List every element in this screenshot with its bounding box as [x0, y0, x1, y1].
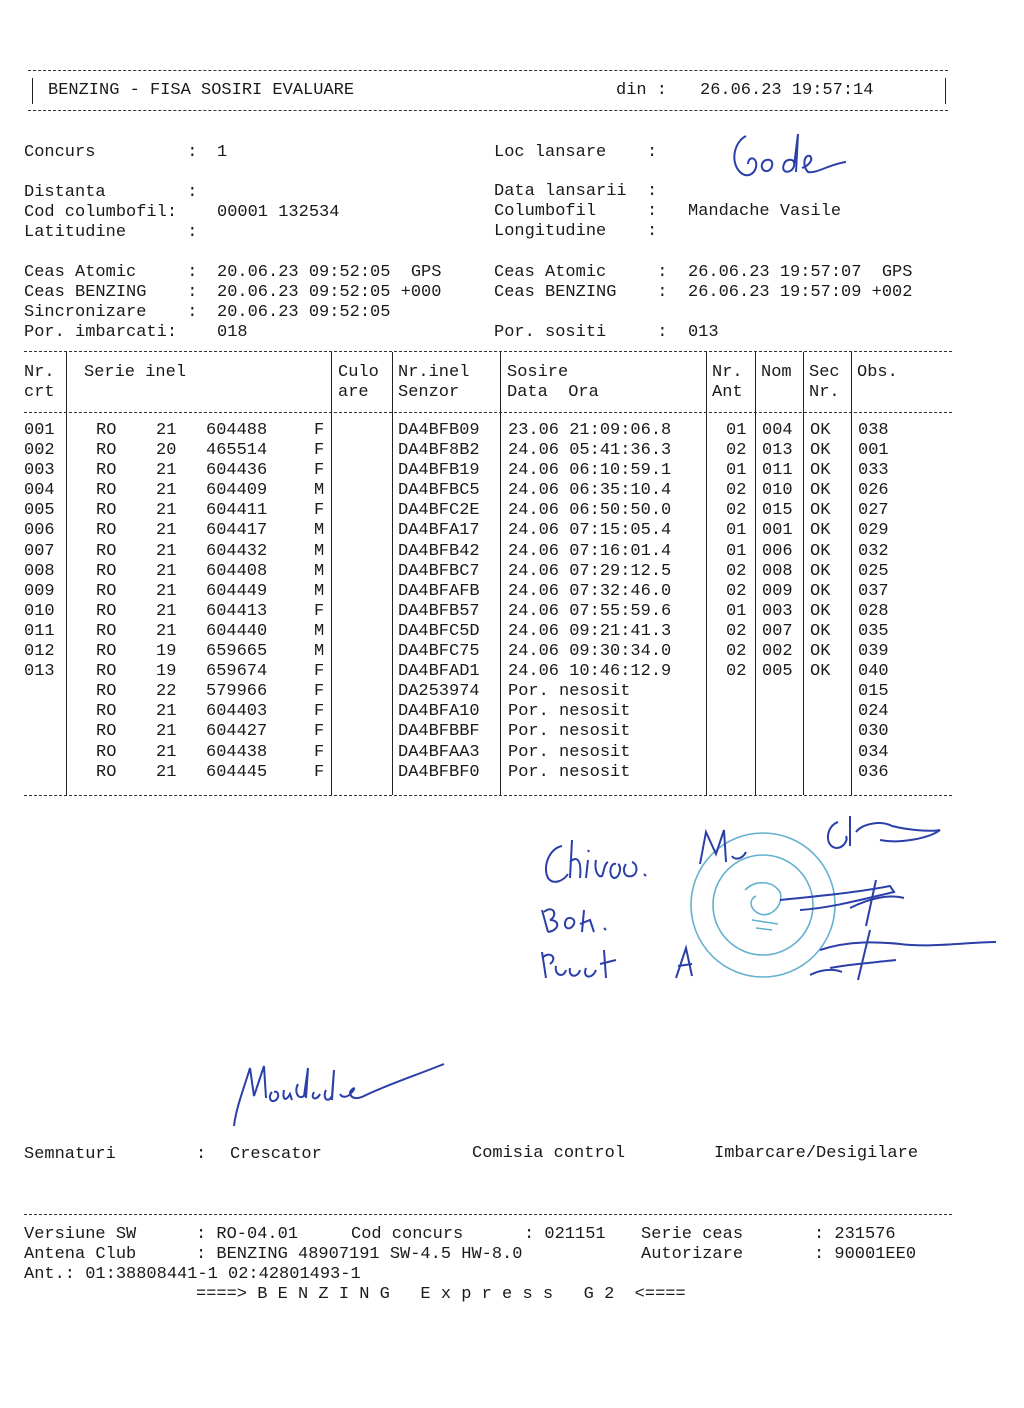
row-sec: OK [810, 561, 831, 581]
th-crt: crt [24, 383, 55, 402]
row-nom: 015 [762, 501, 793, 521]
row-ring-number: 604409 [206, 481, 268, 501]
row-arrival: 24.06 07:55:59.6 [508, 601, 672, 621]
row-nom: 005 [762, 662, 793, 682]
row-sex: F [314, 702, 325, 722]
row-country: RO [96, 441, 117, 461]
row-ring-number: 604411 [206, 501, 268, 521]
antena-club-label: Antena Club [24, 1245, 137, 1264]
ceas-atomic-start-value: 20.06.23 09:52:05 GPS [217, 263, 442, 282]
row-nr: 003 [24, 461, 55, 481]
row-country: RO [96, 481, 117, 501]
row-sex: F [314, 742, 325, 762]
serie-ceas-value: : 231576 [814, 1225, 896, 1244]
table-row [24, 662, 954, 682]
table-row [24, 622, 954, 642]
row-year: 21 [156, 601, 177, 621]
row-year: 19 [156, 642, 177, 662]
row-ring-number: 604436 [206, 461, 268, 481]
row-country: RO [96, 501, 117, 521]
row-arrival: Por. nesosit [508, 722, 631, 742]
table-row [24, 743, 954, 763]
row-sec: OK [810, 521, 831, 541]
row-country: RO [96, 541, 117, 561]
row-ring-number: 604413 [206, 601, 268, 621]
row-arrival: Por. nesosit [508, 762, 631, 782]
header-bottom-border [28, 110, 948, 111]
report-date-label: din : [616, 81, 668, 100]
semnaturi-colon: : [196, 1145, 207, 1164]
table-row [24, 682, 954, 702]
row-sensor: DA4BFAA3 [398, 742, 480, 762]
table-row [24, 542, 954, 562]
ceas-atomic-start-label: Ceas Atomic : [24, 263, 198, 282]
row-country: RO [96, 521, 117, 541]
table-row [24, 441, 954, 461]
row-year: 20 [156, 441, 177, 461]
row-nom: 010 [762, 481, 793, 501]
antenna-line: Ant.: 01:38808441-1 02:42801493-1 [24, 1265, 361, 1284]
row-obs: 024 [858, 702, 889, 722]
row-sec: OK [810, 581, 831, 601]
th-sec: Sec [809, 363, 840, 382]
row-year: 21 [156, 481, 177, 501]
row-obs: 038 [858, 421, 889, 440]
th-culo: Culo [338, 363, 379, 382]
row-year: 22 [156, 682, 177, 702]
row-sensor: DA4BFB57 [398, 601, 480, 621]
row-sensor: DA4BFA17 [398, 521, 480, 541]
th-are: are [338, 383, 369, 402]
table-row [24, 421, 954, 441]
row-arrival: 24.06 10:46:12.9 [508, 662, 672, 682]
latitudine-label: Latitudine : [24, 223, 198, 242]
ceas-atomic-end-label: Ceas Atomic : [494, 263, 668, 282]
row-sensor: DA4BFB19 [398, 461, 480, 481]
row-ring-number: 659665 [206, 642, 268, 662]
row-sex: F [314, 662, 325, 682]
loc-lansare-label: Loc lansare : [494, 143, 658, 162]
versiune-sw-label: Versiune SW [24, 1225, 137, 1244]
row-sec: OK [810, 501, 831, 521]
row-sec: OK [810, 621, 831, 641]
ceas-benzing-end-label: Ceas BENZING : [494, 283, 668, 302]
row-obs: 039 [858, 642, 889, 662]
comisia-control-label: Comisia control [472, 1144, 626, 1163]
row-ring-number: 659674 [206, 662, 268, 682]
footer-divider [24, 1214, 952, 1215]
report-date: 26.06.23 19:57:14 [700, 81, 874, 100]
distanta-label: Distanta : [24, 183, 198, 202]
header-right-border [945, 78, 946, 104]
row-obs: 030 [858, 722, 889, 742]
row-sec: OK [810, 662, 831, 682]
row-nr: 012 [24, 642, 55, 662]
row-antenna: 02 [726, 621, 747, 641]
row-sec: OK [810, 541, 831, 561]
th-serie-inel: Serie inel [84, 363, 187, 382]
arrivals-table-body [24, 421, 954, 783]
report-title: BENZING - FISA SOSIRI EVALUARE [48, 81, 355, 100]
row-country: RO [96, 621, 117, 641]
por-sositi-value: 013 [688, 323, 719, 342]
row-nom: 013 [762, 441, 793, 461]
row-arrival: Por. nesosit [508, 742, 631, 762]
row-nom: 007 [762, 621, 793, 641]
table-row [24, 481, 954, 501]
row-sex: F [314, 762, 325, 782]
row-year: 19 [156, 662, 177, 682]
autorizare-label: Autorizare [641, 1245, 744, 1264]
row-sensor: DA4BFB09 [398, 421, 480, 440]
th-obs: Obs. [857, 363, 898, 382]
row-antenna: 02 [726, 501, 747, 521]
header-top-border [28, 70, 948, 71]
concurs-label: Concurs : [24, 143, 198, 162]
ceas-atomic-end-value: 26.06.23 19:57:07 GPS [688, 263, 913, 282]
row-nr: 009 [24, 581, 55, 601]
row-country: RO [96, 762, 117, 782]
row-year: 21 [156, 501, 177, 521]
row-ring-number: 604438 [206, 742, 268, 762]
row-nom: 003 [762, 601, 793, 621]
row-ring-number: 579966 [206, 682, 268, 702]
row-country: RO [96, 742, 117, 762]
row-nr: 005 [24, 501, 55, 521]
row-arrival: 24.06 07:16:01.4 [508, 541, 672, 561]
row-antenna: 02 [726, 642, 747, 662]
th-nr: Nr. [24, 363, 55, 382]
row-antenna: 01 [726, 541, 747, 561]
row-arrival: Por. nesosit [508, 682, 631, 702]
loc-lansare-handwriting [726, 128, 852, 186]
por-sositi-label: Por. sositi : [494, 323, 668, 342]
th-nr-ant: Nr. [712, 363, 743, 382]
table-row [24, 582, 954, 602]
row-antenna: 01 [726, 521, 747, 541]
table-row [24, 642, 954, 662]
row-obs: 027 [858, 501, 889, 521]
row-ring-number: 604417 [206, 521, 268, 541]
row-sensor: DA4BFBC5 [398, 481, 480, 501]
row-year: 21 [156, 461, 177, 481]
row-sensor: DA4BF8B2 [398, 441, 480, 461]
row-country: RO [96, 581, 117, 601]
row-obs: 015 [858, 682, 889, 702]
row-arrival: 24.06 09:30:34.0 [508, 642, 672, 662]
columbofil-label: Columbofil : [494, 202, 658, 221]
row-sex: M [314, 561, 325, 581]
table-header-border [24, 412, 952, 413]
row-country: RO [96, 421, 117, 440]
table-row [24, 602, 954, 622]
row-antenna: 02 [726, 581, 747, 601]
row-arrival: 24.06 06:35:10.4 [508, 481, 672, 501]
row-antenna: 02 [726, 561, 747, 581]
concurs-value: 1 [217, 143, 228, 162]
row-country: RO [96, 561, 117, 581]
row-arrival: 24.06 06:10:59.1 [508, 461, 672, 481]
imbarcare-desigilare-label: Imbarcare/Desigilare [714, 1144, 919, 1163]
row-ring-number: 604445 [206, 762, 268, 782]
table-row [24, 702, 954, 722]
row-antenna: 02 [726, 441, 747, 461]
row-obs: 028 [858, 601, 889, 621]
benzing-banner: ====> B E N Z I N G E x p r e s s G 2 <==== [196, 1285, 686, 1304]
cod-concurs-label: Cod concurs [351, 1225, 464, 1244]
row-year: 21 [156, 541, 177, 561]
sincronizare-value: 20.06.23 09:52:05 [217, 303, 391, 322]
row-ring-number: 604488 [206, 421, 268, 440]
row-arrival: 23.06 21:09:06.8 [508, 421, 672, 440]
row-sex: F [314, 722, 325, 742]
row-antenna: 02 [726, 662, 747, 682]
row-obs: 029 [858, 521, 889, 541]
row-ring-number: 604408 [206, 561, 268, 581]
cod-concurs-value: : 021151 [524, 1225, 606, 1244]
ceas-benzing-start-value: 20.06.23 09:52:05 +000 [217, 283, 442, 302]
table-row [24, 521, 954, 541]
sincronizare-label: Sincronizare : [24, 303, 198, 322]
row-year: 21 [156, 561, 177, 581]
row-sec: OK [810, 441, 831, 461]
row-arrival: Por. nesosit [508, 702, 631, 722]
cod-columbofil-value: 00001 132534 [217, 203, 340, 222]
row-year: 21 [156, 742, 177, 762]
row-antenna: 01 [726, 461, 747, 481]
versiune-sw-value: : RO-04.01 [196, 1225, 299, 1244]
row-nr: 002 [24, 441, 55, 461]
row-nr: 001 [24, 421, 55, 440]
row-country: RO [96, 702, 117, 722]
crescator-label: Crescator [230, 1145, 322, 1164]
row-obs: 026 [858, 481, 889, 501]
row-sensor: DA4BFBBF [398, 722, 480, 742]
row-nr: 011 [24, 621, 55, 641]
columbofil-value: Mandache Vasile [688, 202, 842, 221]
row-year: 21 [156, 722, 177, 742]
row-arrival: 24.06 06:50:50.0 [508, 501, 672, 521]
table-row [24, 722, 954, 742]
table-top-border [24, 351, 952, 352]
row-year: 21 [156, 621, 177, 641]
row-nom: 001 [762, 521, 793, 541]
row-sex: M [314, 621, 325, 641]
th-sec-nr: Nr. [809, 383, 840, 402]
row-arrival: 24.06 07:32:46.0 [508, 581, 672, 601]
row-year: 21 [156, 762, 177, 782]
row-sex: M [314, 481, 325, 501]
breeder-signature [224, 1048, 454, 1132]
row-year: 21 [156, 702, 177, 722]
row-sensor: DA4BFA10 [398, 702, 480, 722]
table-row [24, 461, 954, 481]
row-sensor: DA4BFBC7 [398, 561, 480, 581]
row-obs: 040 [858, 662, 889, 682]
row-nr: 004 [24, 481, 55, 501]
row-sex: F [314, 461, 325, 481]
row-ring-number: 604427 [206, 722, 268, 742]
row-sensor: DA4BFAFB [398, 581, 480, 601]
row-ring-number: 604449 [206, 581, 268, 601]
row-nr: 013 [24, 662, 55, 682]
row-nom: 002 [762, 642, 793, 662]
row-sex: F [314, 682, 325, 702]
th-nom: Nom [761, 363, 792, 382]
row-obs: 033 [858, 461, 889, 481]
row-nom: 009 [762, 581, 793, 601]
cod-columbofil-label: Cod columbofil: [24, 203, 178, 222]
th-senzor: Senzor [398, 383, 460, 402]
row-ring-number: 604403 [206, 702, 268, 722]
row-sex: M [314, 541, 325, 561]
longitudine-label: Longitudine : [494, 222, 658, 241]
row-arrival: 24.06 05:41:36.3 [508, 441, 672, 461]
row-nr: 007 [24, 541, 55, 561]
row-sex: F [314, 441, 325, 461]
row-year: 21 [156, 581, 177, 601]
th-data-ora: Data Ora [507, 383, 599, 402]
row-country: RO [96, 662, 117, 682]
antena-club-value: : BENZING 48907191 SW-4.5 HW-8.0 [196, 1245, 523, 1264]
autorizare-value: : 90001EE0 [814, 1245, 917, 1264]
row-obs: 034 [858, 742, 889, 762]
row-sec: OK [810, 601, 831, 621]
por-imbarcati-value: 018 [217, 323, 248, 342]
table-row [24, 501, 954, 521]
row-sensor: DA4BFB42 [398, 541, 480, 561]
commission-signatures [520, 800, 1010, 1000]
row-sex: M [314, 581, 325, 601]
row-nr: 008 [24, 561, 55, 581]
row-sensor: DA253974 [398, 682, 480, 702]
row-nom: 004 [762, 421, 793, 440]
data-lansarii-label: Data lansarii : [494, 182, 658, 201]
row-sex: F [314, 501, 325, 521]
row-antenna: 01 [726, 421, 747, 440]
row-sensor: DA4BFBF0 [398, 762, 480, 782]
th-sosire: Sosire [507, 363, 569, 382]
row-country: RO [96, 722, 117, 742]
table-row [24, 562, 954, 582]
row-sensor: DA4BFAD1 [398, 662, 480, 682]
row-nom: 006 [762, 541, 793, 561]
row-country: RO [96, 642, 117, 662]
row-ring-number: 604440 [206, 621, 268, 641]
row-nr: 010 [24, 601, 55, 621]
row-obs: 036 [858, 762, 889, 782]
row-obs: 037 [858, 581, 889, 601]
row-obs: 035 [858, 621, 889, 641]
row-sec: OK [810, 642, 831, 662]
row-sensor: DA4BFC75 [398, 642, 480, 662]
row-country: RO [96, 682, 117, 702]
row-nom: 008 [762, 561, 793, 581]
row-obs: 032 [858, 541, 889, 561]
row-ring-number: 465514 [206, 441, 268, 461]
row-sec: OK [810, 461, 831, 481]
row-country: RO [96, 461, 117, 481]
row-sex: F [314, 421, 325, 440]
row-sensor: DA4BFC5D [398, 621, 480, 641]
row-arrival: 24.06 07:29:12.5 [508, 561, 672, 581]
row-sec: OK [810, 421, 831, 440]
ceas-benzing-start-label: Ceas BENZING : [24, 283, 198, 302]
row-country: RO [96, 601, 117, 621]
serie-ceas-label: Serie ceas [641, 1225, 744, 1244]
por-imbarcati-label: Por. imbarcati: [24, 323, 178, 342]
row-year: 21 [156, 421, 177, 440]
row-ring-number: 604432 [206, 541, 268, 561]
th-nr-inel: Nr.inel [398, 363, 470, 382]
row-year: 21 [156, 521, 177, 541]
table-row [24, 763, 954, 783]
semnaturi-label: Semnaturi [24, 1145, 116, 1164]
row-sec: OK [810, 481, 831, 501]
th-ant: Ant [712, 383, 743, 402]
row-nom: 011 [762, 461, 793, 481]
row-obs: 025 [858, 561, 889, 581]
row-arrival: 24.06 07:15:05.4 [508, 521, 672, 541]
row-sex: M [314, 642, 325, 662]
table-bottom-border [24, 795, 952, 796]
row-antenna: 01 [726, 601, 747, 621]
ceas-benzing-end-value: 26.06.23 19:57:09 +002 [688, 283, 913, 302]
row-arrival: 24.06 09:21:41.3 [508, 621, 672, 641]
row-sex: F [314, 601, 325, 621]
row-nr: 006 [24, 521, 55, 541]
row-sensor: DA4BFC2E [398, 501, 480, 521]
row-sex: M [314, 521, 325, 541]
row-antenna: 02 [726, 481, 747, 501]
row-obs: 001 [858, 441, 889, 461]
header-left-border [32, 78, 33, 104]
